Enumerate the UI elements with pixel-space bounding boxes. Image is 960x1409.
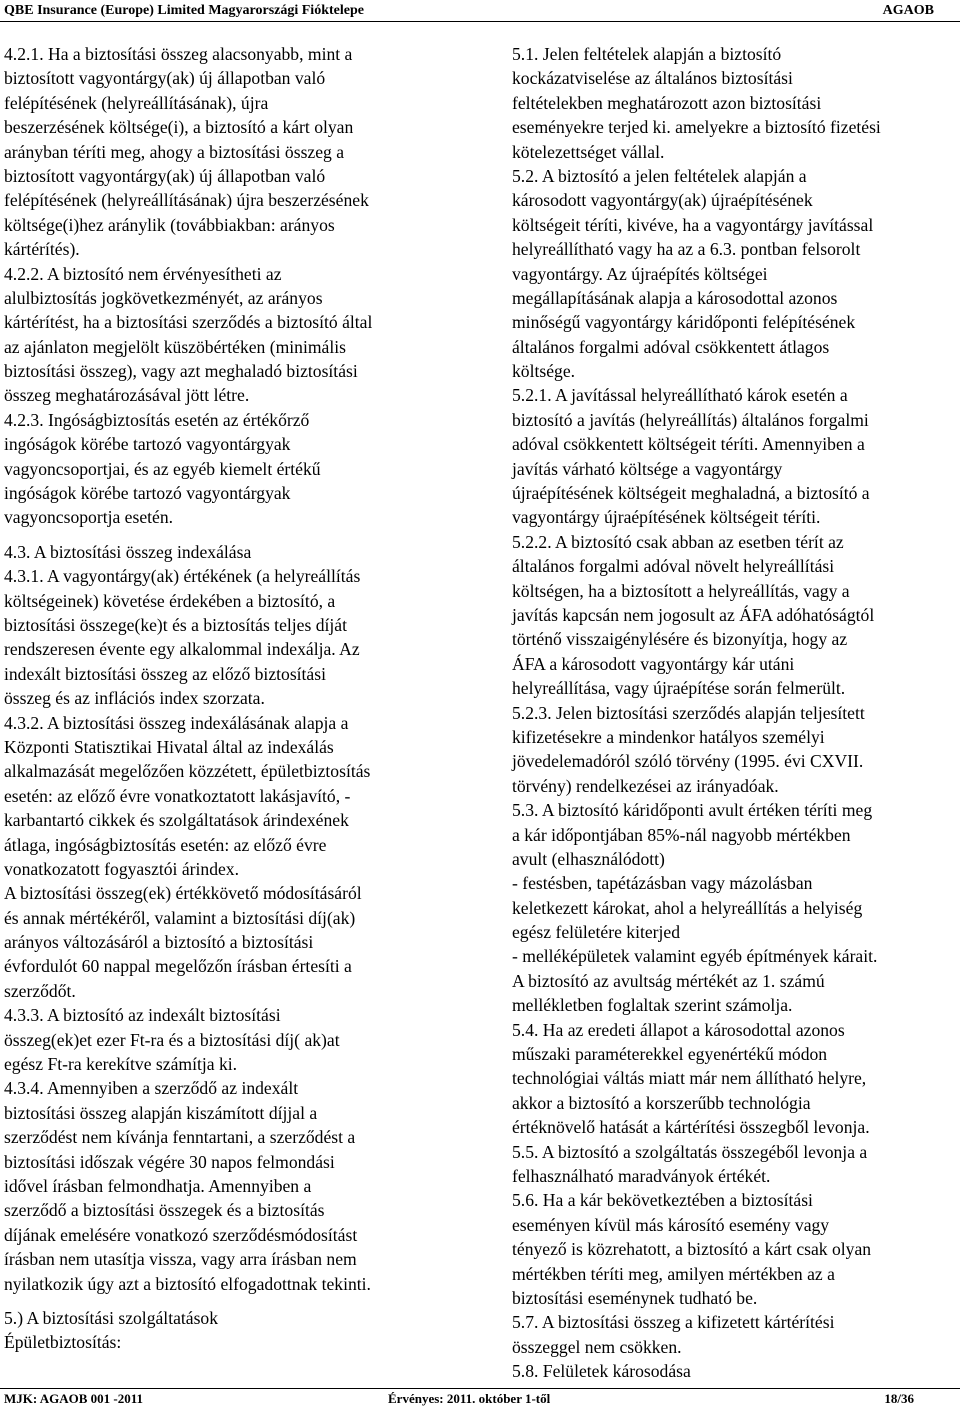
- text-line: vagyoncsoportja esetén.: [4, 507, 174, 528]
- text-line: 5.8. Felületek károsodása: [512, 1361, 691, 1382]
- text-line: helyreállítása, vagy újraépítése során felmerült.: [512, 678, 846, 699]
- text-line: adóval csökkentett költségeit téríti. Amennyiben a: [512, 434, 865, 455]
- text-line: 4.2.1. Ha a biztosítási összeg alacsonyabb, mint a: [4, 44, 353, 64]
- text-line: javítás várható költsége a vagyontárgy: [512, 458, 783, 479]
- text-line: vonatkozatott fogyasztói árindex.: [4, 858, 239, 879]
- company-name: QBE Insurance (Europe) Limited Magyarországi Fióktelepe: [4, 3, 364, 18]
- text-line: vagyontárgy újraépítésének költségeit téríti.: [512, 507, 821, 528]
- text-line: keletkezett károkat, ahol a helyreállítás a helyiség: [512, 897, 863, 918]
- text-line: kötelezettséget vállal.: [512, 141, 665, 162]
- text-line: arányos változásáról a biztosító a biztosítási: [4, 932, 314, 953]
- text-line: 5.6. Ha a kár bekövetkeztében a biztosítási: [512, 1190, 813, 1211]
- text-line: alulbiztosítás jogkövetkezményét, az arányos: [4, 287, 323, 308]
- text-line: A biztosítási összeg(ek) értékkövető módosításáról: [4, 883, 362, 904]
- text-line: Épületbiztosítás:: [4, 1332, 122, 1353]
- text-line: helyreállítható vagy ha az a 6.3. pontban felsorolt: [512, 239, 861, 260]
- text-line: biztosított vagyontárgy(ak) új állapotban való: [4, 68, 326, 89]
- text-line: 4.3.1. A vagyontárgy(ak) értékének (a helyreállítás: [4, 566, 361, 587]
- text-line: 5.4. Ha az eredeti állapot a károsodottal azonos: [512, 1019, 845, 1040]
- text-line: eseményekre terjed ki. amelyekre a biztosító fizetési: [512, 117, 881, 138]
- text-line: 5.3. A biztosító káridőponti avult értéken téríti meg: [512, 800, 873, 821]
- text-line: 4.3.2. A biztosítási összeg indexálásának alapja a: [4, 712, 349, 733]
- text-line: javítás kapcsán nem jogosult az ÁFA adóhatóságtól: [512, 604, 875, 625]
- paragraph-gap: [4, 1296, 474, 1306]
- text-line: szerződőt.: [4, 980, 76, 1001]
- text-line: beszerzésének költsége(i), a biztosító a kárt olyan: [4, 117, 354, 138]
- text-line: 5.7. A biztosítási összeg a kifizetett kártérítési: [512, 1312, 835, 1333]
- text-line: indexált biztosítási összeg az előző biztosítási: [4, 663, 326, 684]
- left-column: [4, 42, 474, 1355]
- text-line: biztosító a javítás (helyreállítás) általános forgalmi: [512, 409, 869, 430]
- text-line: eseményen kívül más károsító esemény vagy: [512, 1214, 830, 1235]
- text-line: esetén: az előző évre vonatkoztatott lakásjavító, -: [4, 785, 351, 806]
- text-line: összeg és az inflációs index szorzata.: [4, 688, 265, 709]
- text-line: ingóságok körébe tartozó vagyontárgyak: [4, 483, 291, 504]
- text-line: kártérítést, ha a biztosítási szerződés a biztosító által: [4, 312, 373, 333]
- text-line: A biztosító az avultság mértékét az 1. számú: [512, 970, 825, 991]
- text-line: 4.3. A biztosítási összeg indexálása: [4, 541, 252, 562]
- text-line: biztosítási összeg), vagy azt meghaladó biztosítási: [4, 361, 358, 382]
- text-line: arányban téríti meg, ahogy a biztosítási összeg a: [4, 141, 345, 162]
- text-line: technológiai váltás miatt már nem állítható helyre,: [512, 1068, 867, 1089]
- text-line: biztosítási összege(ke)t és a biztosítás teljes díját: [4, 614, 347, 635]
- validity-date: Érvényes: 2011. október 1-től: [388, 1391, 551, 1406]
- text-line: megállapításának alapja a károsodottal azonos: [512, 287, 838, 308]
- text-line: rendszeresen évente egy alkalommal indexálja. Az: [4, 639, 360, 660]
- text-line: ÁFA a károsodott vagyontárgy kár utáni: [512, 653, 795, 674]
- page-number: 18/36: [884, 1391, 914, 1406]
- text-line: mértékben téríti meg, amilyen mértékben az a: [512, 1263, 835, 1284]
- text-line: - festésben, tapétázásban vagy mázolásban: [512, 873, 813, 894]
- text-line: összeggel nem csökken.: [512, 1336, 682, 1357]
- document-id: MJK: AGAOB 001 -2011: [4, 1391, 144, 1406]
- text-line: idővel írásban felmondhatja. Amennyiben a: [4, 1175, 312, 1196]
- text-line: nyilatkozik úgy azt a biztosító elfogadottnak tekinti.: [4, 1273, 371, 1294]
- text-line: költsége.: [512, 361, 576, 382]
- text-line: mellékletben foglaltak szerint számolja.: [512, 995, 793, 1016]
- text-line: károsodott vagyontárgy(ak) újraépítésének: [512, 190, 813, 211]
- text-line: kockázatviselése az általános biztosítási: [512, 68, 793, 89]
- text-line: 5.2.3. Jelen biztosítási szerződés alapján teljesített: [512, 702, 865, 723]
- text-line: kártérítés).: [4, 239, 80, 260]
- text-line: 5.) A biztosítási szolgáltatások: [4, 1307, 219, 1328]
- text-line: költsége(i)hez aránylik (továbbiakban: arányos: [4, 214, 335, 235]
- text-line: felépítésének (helyreállításának), újra: [4, 92, 269, 113]
- text-line: 5.2. A biztosító a jelen feltételek alapján a: [512, 165, 807, 186]
- text-line: egész Ft-ra kerekítve számítja ki.: [4, 1054, 238, 1075]
- text-line: vagyontárgy. Az újraépítés költségei: [512, 263, 768, 284]
- text-line: az ajánlaton megjelölt küszöbértéken (minimális: [4, 336, 346, 357]
- text-line: egész felületére kiterjed: [512, 922, 681, 943]
- paragraph-gap: [4, 530, 474, 540]
- text-line: törvény) rendelkezései az irányadóak.: [512, 775, 779, 796]
- text-line: szerződő a biztosítási összegek és a biztosítás: [4, 1200, 325, 1221]
- text-line: összeg(ek)et ezer Ft-ra és a biztosítási díj( ak)at: [4, 1029, 340, 1050]
- text-line: költségeit téríti, kivéve, ha a vagyontárgy javítással: [512, 214, 874, 235]
- right-column: [512, 42, 952, 1383]
- text-line: tényező is közrehatott, a biztosító a kárt csak olyan: [512, 1239, 872, 1260]
- text-line: műszaki paraméterekkel egyenértékű módon: [512, 1044, 828, 1065]
- text-line: biztosítási eseménynek tudható be.: [512, 1287, 758, 1308]
- text-line: újraépítésének költségeit meghaladná, a biztosító a: [512, 483, 870, 504]
- text-line: biztosítási időszak végére 30 napos felmondási: [4, 1151, 335, 1172]
- text-line: 4.2.3. Ingóságbiztosítás esetén az értékőrző: [4, 409, 310, 430]
- text-line: költségen, ha a biztosított a helyreállítás, vagy a: [512, 580, 850, 601]
- text-line: költségeinek) követése érdekében a biztosító, a: [4, 590, 336, 611]
- text-line: általános forgalmi adóval csökkentett átlagos: [512, 336, 830, 357]
- text-line: 4.3.4. Amennyiben a szerződő az indexált: [4, 1078, 299, 1099]
- text-line: 4.2.2. A biztosító nem érvényesítheti az: [4, 263, 282, 284]
- text-line: karbantartó cikkek és szolgáltatások árindexének: [4, 810, 349, 831]
- page-footer: [0, 1386, 960, 1409]
- footer-rule: [0, 1388, 960, 1389]
- text-line: és annak mértékéről, valamint a biztosítási díj(ak): [4, 907, 356, 928]
- text-line: írásban nem utasítja vissza, vagy arra írásban nem: [4, 1249, 357, 1270]
- text-line: biztosítási összeg alapján kiszámított díjjal a: [4, 1102, 318, 1123]
- document-code: AGAOB: [882, 3, 934, 18]
- text-line: biztosított vagyontárgy(ak) új állapotban való: [4, 165, 326, 186]
- text-line: összeg meghatározásával jött létre.: [4, 385, 250, 406]
- text-line: átlaga, ingóságbiztosítás esetén: az előző évre: [4, 834, 327, 855]
- text-line: feltételekben meghatározott azon biztosítási: [512, 92, 822, 113]
- page-header: [0, 0, 960, 24]
- text-line: szerződést nem kívánja fenntartani, a szerződést a: [4, 1127, 356, 1148]
- text-line: akkor a biztosító a korszerűbb technológia: [512, 1092, 811, 1113]
- text-line: 5.2.1. A javítással helyreállítható károk esetén a: [512, 385, 848, 406]
- text-line: kifizetésekre a mindenkor hatályos személyi: [512, 726, 825, 747]
- text-line: Központi Statisztikai Hivatal által az indexálás: [4, 736, 334, 757]
- text-line: 5.2.2. A biztosító csak abban az esetben térít az: [512, 531, 844, 552]
- text-line: jövedelemadóról szóló törvény (1995. évi CXVII.: [512, 751, 864, 772]
- text-line: minőségű vagyontárgy káridőponti felépítésének: [512, 312, 856, 333]
- text-line: évfordulót 60 nappal megelőzőn írásban értesíti a: [4, 956, 352, 977]
- text-line: felépítésének (helyreállításának) újra beszerzésének: [4, 190, 369, 211]
- text-line: 5.5. A biztosító a szolgáltatás összegéből levonja a: [512, 1141, 868, 1162]
- text-line: felhasználható maradványok értékét.: [512, 1165, 771, 1186]
- text-line: 4.3.3. A biztosító az indexált biztosítási: [4, 1005, 281, 1026]
- text-line: vagyoncsoportjai, és az egyéb kiemelt értékű: [4, 458, 321, 479]
- text-line: a kár időpontjában 85%-nál nagyobb mértékben: [512, 824, 851, 845]
- text-line: avult (elhasználódott): [512, 848, 665, 869]
- text-line: történő visszaigénylésére és bizonyítja, hogy az: [512, 629, 848, 650]
- text-line: általános forgalmi adóval növelt helyreállítási: [512, 556, 835, 577]
- text-line: - melléképületek valamint egyéb építmények kárait.: [512, 946, 878, 967]
- text-line: díjának emelésére vonatkozó szerződésmódosítást: [4, 1224, 358, 1245]
- text-line: 5.1. Jelen feltételek alapján a biztosító: [512, 44, 782, 64]
- header-rule: [0, 21, 960, 22]
- text-line: alkalmazását megelőzően közzétett, épületbiztosítás: [4, 761, 371, 782]
- text-line: értéknövelő hatását a kártérítési összegből levonja.: [512, 1117, 870, 1138]
- text-line: ingóságok körébe tartozó vagyontárgyak: [4, 434, 291, 455]
